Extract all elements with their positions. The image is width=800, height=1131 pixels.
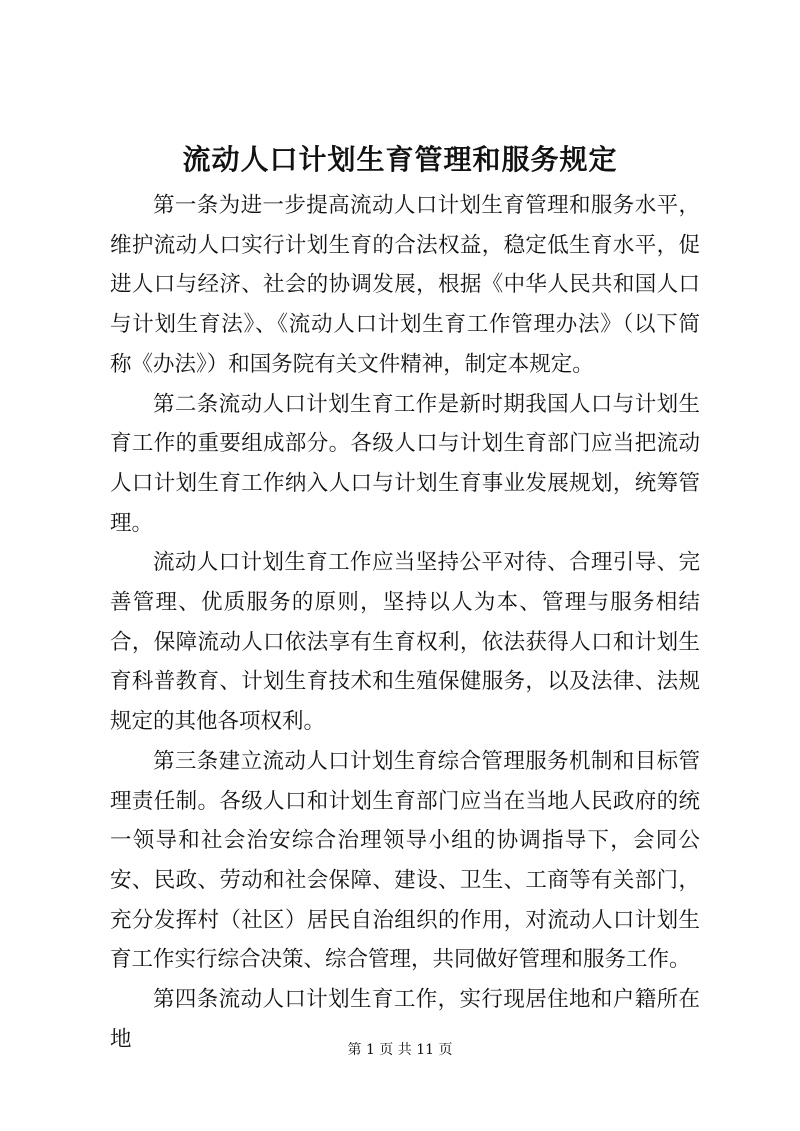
paragraph-article-4: 第四条流动人口计划生育工作，实行现居住地和户籍所在地 — [110, 987, 700, 1052]
paragraph-article-2-continued: 流动人口计划生育工作应当坚持公平对待、合理引导、完善管理、优质服务的原则，坚持以人为本、管理与服务相结合，保障流动人口依法享有生育权利，依法获得人口和计划生育科普教育、计划生育技术和生殖保健服务，以及法律、法规规定的其他各项权利。 — [110, 550, 700, 735]
paragraph-article-2: 第二条流动人口计划生育工作是新时期我国人口与计划生育工作的重要组成部分。各级人口与计划生育部门应当把流动人口计划生育工作纳入人口与计划生育事业发展规划，统筹管理。 — [110, 391, 700, 536]
document-title: 流动人口计划生育管理和服务规定 — [182, 143, 618, 176]
page-number-footer: 第 1 页 共 11 页 — [347, 1042, 453, 1058]
paragraph-article-1: 第一条为进一步提高流动人口计划生育管理和服务水平，维护流动人口实行计划生育的合法权益，稳定低生育水平，促进人口与经济、社会的协调发展，根据《中华人民共和国人口与计划生育法》、《流动人口计划生育工作管理办法》（以下简称《办法》）和国务院有关文件精神，制定本规定。 — [110, 193, 700, 377]
paragraph-article-3: 第三条建立流动人口计划生育综合管理服务机制和目标管理责任制。各级人口和计划生育部门应当在当地人民政府的统一领导和社会治安综合治理领导小组的协调指导下，会同公安、民政、劳动和社会保障、建设、卫生、工商等有关部门，充分发挥村（社区）居民自治组织的作用，对流动人口计划生育工作实行综合决策、综合管理，共同做好管理和服务工作。 — [110, 748, 700, 973]
document-body — [110, 186, 700, 1059]
